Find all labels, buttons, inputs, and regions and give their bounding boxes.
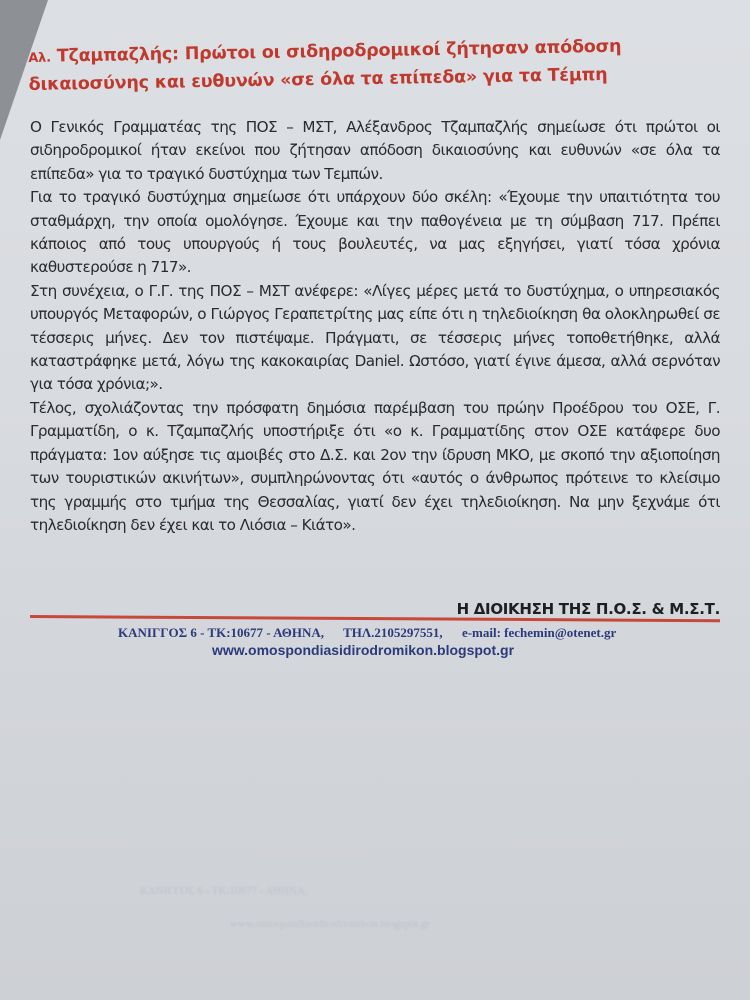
bleed-through-website: www.omospondiasidirodromikon.blogspot.gr [230, 918, 431, 930]
paragraph: Στη συνέχεια, ο Γ.Γ. της ΠΟΣ – ΜΣΤ ανέφερε: «Λίγες μέρες μετά το δυστύχημα, ο υπηρεσιακός υπουργός Μεταφορών, ο Γιώργος Γεραπετρίτης μας είπε ότι η τηλεδιοίκηση θα ολοκληρωθεί σε τέσσερις μήνες. Δεν τον πιστέψαμε. Πράγματι, σε τέσσερις μήνες τοποθετήθηκε, αλλά καταστράφηκε μετά, λόγω της κακοκαιρίας Daniel. Ωστόσο, γιατί έγινε άμεσα, αλλά σερνόταν για τόσα χρόνια;». [30, 281, 720, 394]
title-prefix: Αλ. [28, 50, 52, 66]
footer-email: e-mail: fechemin@otenet.gr [461, 625, 617, 640]
paragraph: Τέλος, σχολιάζοντας την πρόσφατη δημόσια παρέμβαση του πρώην Προέδρου του ΟΣΕ, Γ. Γραμματίδη, ο κ. Τζαμπαζλής υποστήριξε ότι «ο κ. Γραμματίδης στον ΟΣΕ κατάφερε δυο πράγματα: 1ον αύξησε τις αμοιβές στο Δ.Σ. και 2ον την ίδρυση ΜΚΟ, με σκοπό την αξιοποίηση των τουριστικών ακινήτων», συμπληρώνοντας ότι «αυτός ο άνθρωπος πρότεινε το κλείσιμο της γραμμής στο τμήμα της Θεσσαλίας, γιατί δεν έχει τηλεδιοίκηση. Να μην ξεχνάμε ότι τηλεδιοίκηση δεν έχει και το Λιόσια – Κιάτο». [30, 398, 720, 534]
title-text: Τζαμπαζλής: Πρώτοι οι σιδηροδρομικοί ζήτησαν απόδοση δικαιοσύνης και ευθυνών «σε όλα τα επίπεδα» για τα Τέμπη [28, 36, 622, 95]
page-title [28, 32, 729, 98]
signature: Η ΔΙΟΙΚΗΣΗ ΤΗΣ Π.Ο.Σ. & Μ.Σ.Τ. [456, 600, 720, 618]
footer-address: ΚΑΝΙΓΓΟΣ 6 - ΤΚ:10677 - ΑΘΗΝΑ, [118, 625, 325, 640]
footer-website: www.omospondiasidirodromikon.blogspot.gr [212, 642, 515, 658]
bleed-through-address: ΚΑΝΙΓΓΟΣ 6 - ΤΚ:10677 - ΑΘΗΝΑ, [140, 885, 308, 897]
paragraph: Για το τραγικό δυστύχημα σημείωσε ότι υπάρχουν δύο σκέλη: «Έχουμε την υπαιτιότητα του σταθμάρχη, την οποία ομολόγησε. Έχουμε και την παθογένεια με τη σύμβαση 717. Πρέπει κάποιος από τους υπουργούς ή τους βουλευτές, να μας εξηγήσει, γιατί τόσα χρόνια καθυστερούσε η 717». [30, 188, 720, 277]
footer-contact [118, 625, 678, 641]
article-body [30, 116, 720, 537]
footer-phone: ΤΗΛ.2105297551, [343, 625, 443, 640]
paragraph: Ο Γενικός Γραμματέας της ΠΟΣ – ΜΣΤ, Αλέξανδρος Τζαμπαζλής σημείωσε ότι πρώτοι οι σιδηροδρομικοί ήταν εκείνοι που ζήτησαν απόδοση δικαιοσύνης και ευθυνών «σε όλα τα επίπεδα» για το τραγικό δυστύχημα των Τεμπών. [30, 118, 720, 183]
